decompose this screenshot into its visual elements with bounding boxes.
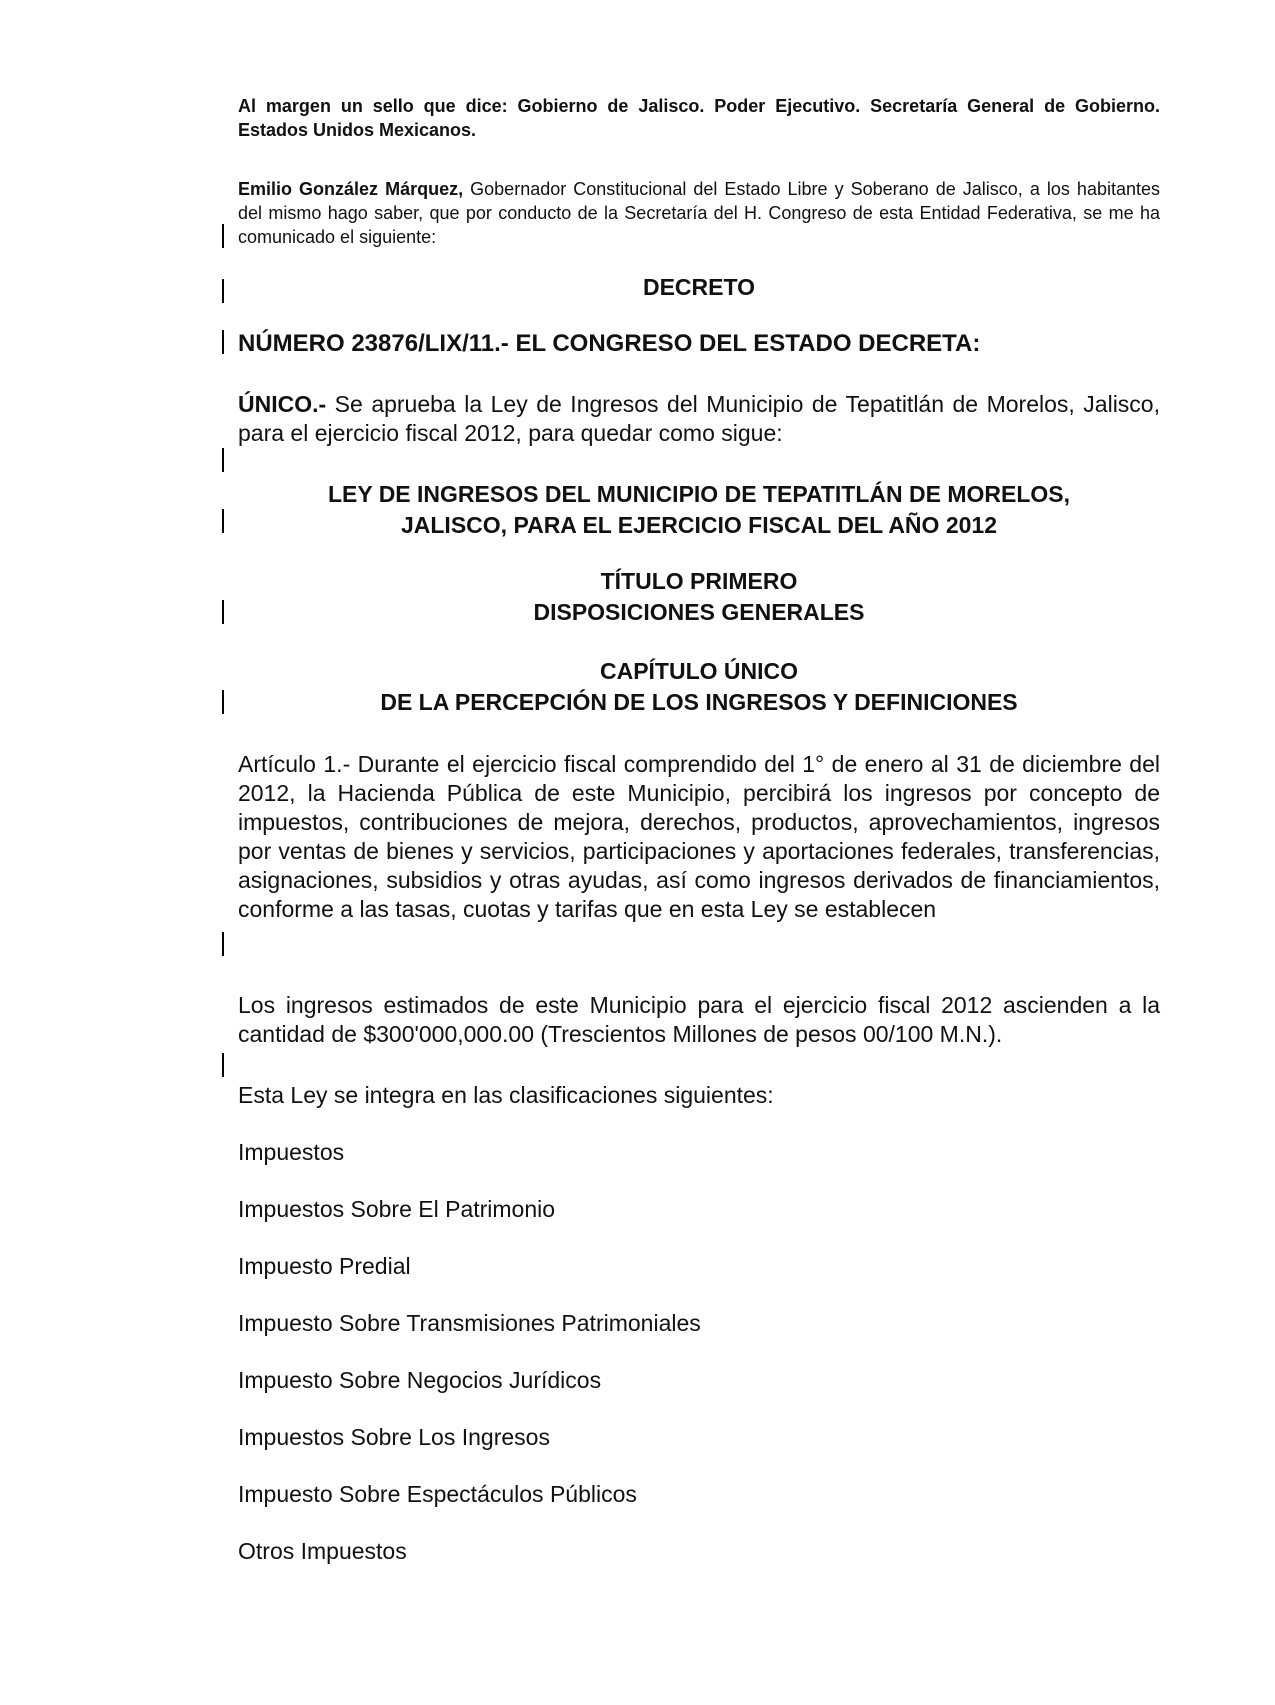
revision-bar <box>222 600 224 624</box>
governor-name: Emilio González Márquez, <box>238 179 464 199</box>
chapter-section-line-1: CAPÍTULO ÚNICO <box>599 658 799 684</box>
law-title <box>238 479 1160 541</box>
decree-label: DECRETO <box>642 274 756 300</box>
classification-item: Impuesto Predial <box>238 1253 411 1279</box>
classification-item: Impuestos Sobre El Patrimonio <box>238 1196 556 1222</box>
revision-bar <box>222 448 224 472</box>
law-title-line-1: LEY DE INGRESOS DEL MUNICIPIO DE TEPATITLÁN DE MORELOS, <box>327 481 1071 507</box>
classification-intro: Esta Ley se integra en las clasificaciones siguientes: <box>238 1082 774 1108</box>
title-section <box>238 566 1160 628</box>
revision-bar <box>222 330 224 354</box>
title-section-line-2: DISPOSICIONES GENERALES <box>533 599 865 625</box>
article-1: Artículo 1.- Durante el ejercicio fiscal comprendido del 1° de enero al 31 de diciembre del 2012, la Hacienda Pública de este Municipio, percibirá los ingresos por concepto de impuestos, contribuciones de mejora, derechos, productos, aprovechamientos, ingresos por ventas de bienes y servicios, participaciones y aportaciones federales, transferencias, asignaciones, subsidios y otras ayudas, así como ingresos derivados de financiamientos, conforme a las tasas, cuotas y tarifas que en esta Ley se establecen <box>238 751 1160 922</box>
law-title-line-2: JALISCO, PARA EL EJERCICIO FISCAL DEL AÑO 2012 <box>400 512 997 538</box>
revision-bar <box>222 932 224 956</box>
governor-intro-text: Gobernador Constitucional del Estado Libre y Soberano de Jalisco, a los habitantes del mismo hago saber, que por conducto de la Secretaría del H. Congreso de esta Entidad Federativa, se me ha comunicado el siguiente: <box>238 179 1160 247</box>
classification-item: Impuestos <box>238 1139 345 1165</box>
revision-bar <box>222 224 224 248</box>
revision-bar <box>222 279 224 303</box>
title-section-line-1: TÍTULO PRIMERO <box>600 568 798 594</box>
revision-bar <box>222 509 224 533</box>
classification-item: Impuestos Sobre Los Ingresos <box>238 1424 550 1450</box>
governor-intro <box>238 177 1160 249</box>
unico-paragraph <box>238 390 1160 448</box>
decree-number: NÚMERO 23876/LIX/11.- EL CONGRESO DEL ESTADO DECRETA: <box>238 330 981 357</box>
classification-item: Impuesto Sobre Transmisiones Patrimoniales <box>238 1310 701 1336</box>
unico-text: Se aprueba la Ley de Ingresos del Municipio de Tepatitlán de Morelos, Jalisco, para el ejercicio fiscal 2012, para quedar como sigue: <box>238 391 1160 446</box>
estimated-income: Los ingresos estimados de este Municipio para el ejercicio fiscal 2012 ascienden a la cantidad de $300'000,000.00 (Trescientos Millones de pesos 00/100 M.N.). <box>238 992 1160 1047</box>
classification-item: Impuesto Sobre Espectáculos Públicos <box>238 1481 637 1507</box>
chapter-section-line-2: DE LA PERCEPCIÓN DE LOS INGRESOS Y DEFINICIONES <box>380 689 1018 715</box>
classification-item: Otros Impuestos <box>238 1538 407 1564</box>
classification-item: Impuesto Sobre Negocios Jurídicos <box>238 1367 602 1393</box>
seal-note: Al margen un sello que dice: Gobierno de Jalisco. Poder Ejecutivo. Secretaría General de Gobierno. Estados Unidos Mexicanos. <box>238 96 1160 140</box>
revision-bar <box>222 690 224 714</box>
unico-label: ÚNICO.- <box>238 391 327 417</box>
chapter-section <box>238 656 1160 718</box>
revision-bar <box>222 1053 224 1077</box>
